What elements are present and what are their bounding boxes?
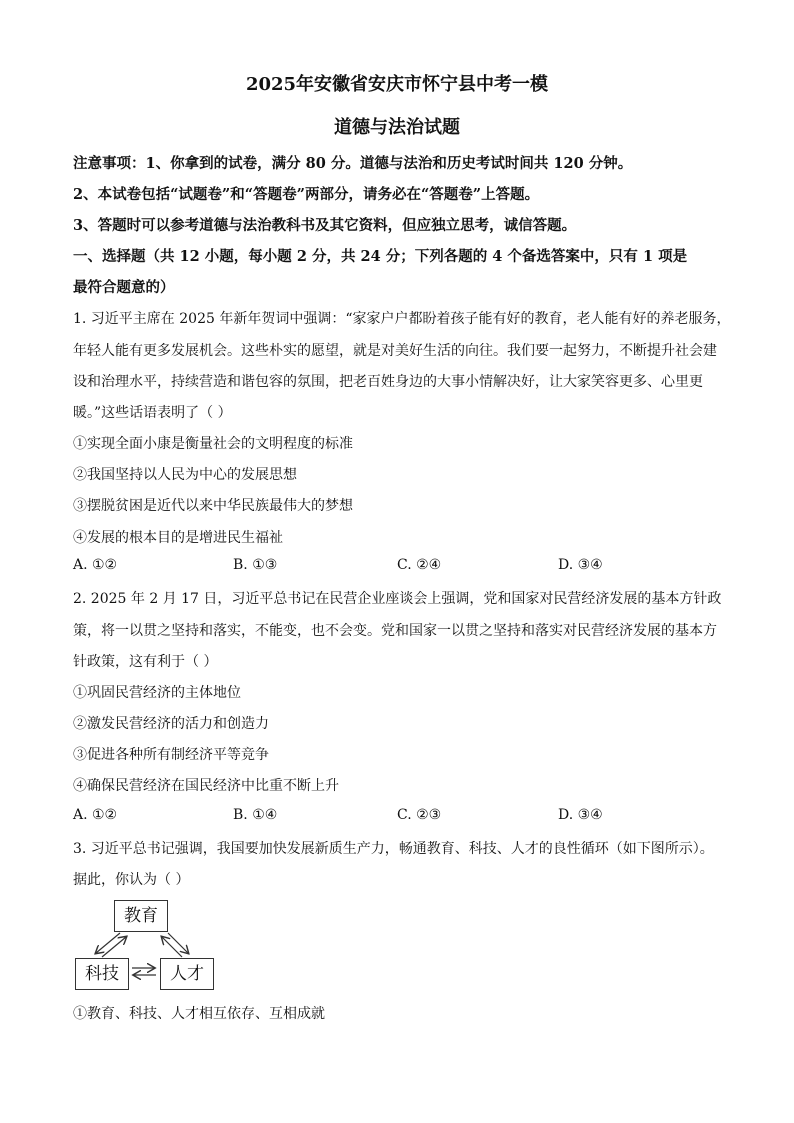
arrow-technology-to-education xyxy=(102,937,126,957)
q1-stem-line: 1. 习近平主席在 2025 年新年贺词中强调：“家家户户都盼着孩子能有好的教育，老人能有好的养老服务， xyxy=(73,311,731,327)
diagram-node-education: 教育 xyxy=(114,900,168,932)
q2-stem-line: 策，将一以贯之坚持和落实，不能变，也不会变。党和国家一以贯之坚持和落实对民营经济发展的基本方 xyxy=(73,623,717,639)
diagram-node-talent: 人才 xyxy=(160,958,214,990)
q2-item: ③促进各种所有制经济平等竞争 xyxy=(73,747,269,763)
notice-line-1: 注意事项：1、你拿到的试卷，满分 80 分。道德与法治和历史考试时间共 120 分钟。 xyxy=(73,155,633,172)
q2-option-a: A. ①② xyxy=(73,807,118,823)
q2-stem-line: 2. 2025 年 2 月 17 日，习近平总书记在民营企业座谈会上强调，党和国家对民营经济发展的基本方针政 xyxy=(73,591,722,607)
diagram-node-technology: 科技 xyxy=(75,958,129,990)
notice-line-2: 2、本试卷包括“试题卷”和“答题卷”两部分，请务必在“答题卷”上答题。 xyxy=(73,186,540,203)
q2-option-b: B. ①④ xyxy=(233,807,278,823)
q1-item: ②我国坚持以人民为中心的发展思想 xyxy=(73,467,297,483)
q1-item: ④发展的根本目的是增进民生福祉 xyxy=(73,530,283,546)
section-heading-line-2: 最符合题意的） xyxy=(73,279,175,296)
q3-item: ①教育、科技、人才相互依存、互相成就 xyxy=(73,1006,325,1022)
notice-line-3: 3、答题时可以参考道德与法治教科书及其它资料，但应独立思考，诚信答题。 xyxy=(73,217,577,234)
arrow-talent-to-education xyxy=(162,937,182,957)
q2-option-d: D. ③④ xyxy=(558,807,603,823)
q2-item: ④确保民营经济在国民经济中比重不断上升 xyxy=(73,778,339,794)
q1-item: ①实现全面小康是衡量社会的文明程度的标准 xyxy=(73,436,353,452)
q2-option-c: C. ②③ xyxy=(397,807,442,823)
q3-stem-line: 3. 习近平总书记强调，我国要加快发展新质生产力，畅通教育、科技、人才的良性循环（如下图所示）。 xyxy=(73,841,714,857)
q1-stem-line: 暖。”这些话语表明了（ ） xyxy=(73,405,232,421)
q1-option-a: A. ①② xyxy=(73,557,118,573)
q1-stem-line: 设和治理水平，持续营造和谐包容的氛围，把老百姓身边的大事小情解决好，让大家笑容更多、心里更 xyxy=(73,374,703,390)
section-heading-line-1: 一、选择题（共 12 小题，每小题 2 分，共 24 分；下列各题的 4 个备选答案中，只有 1 项是 xyxy=(73,248,688,265)
arrow-education-to-talent xyxy=(168,933,188,953)
q3-stem-line: 据此，你认为（ ） xyxy=(73,872,190,888)
q1-option-b: B. ①③ xyxy=(233,557,278,573)
arrow-education-to-technology xyxy=(96,933,120,953)
q2-item: ①巩固民营经济的主体地位 xyxy=(73,685,241,701)
page-title: 2025年安徽省安庆市怀宁县中考一模 xyxy=(245,74,549,95)
q2-stem-line: 针政策，这有利于（ ） xyxy=(73,654,218,670)
q1-option-d: D. ③④ xyxy=(558,557,603,573)
q1-item: ③摆脱贫困是近代以来中华民族最伟大的梦想 xyxy=(73,498,353,514)
page-subtitle: 道德与法治试题 xyxy=(334,117,460,138)
q1-stem-line: 年轻人能有更多发展机会。这些朴实的愿望，就是对美好生活的向往。我们要一起努力，不断提升社会建 xyxy=(73,343,717,359)
diagram-arrows xyxy=(70,895,220,990)
q2-item: ②激发民营经济的活力和创造力 xyxy=(73,716,269,732)
q1-option-c: C. ②④ xyxy=(397,557,442,573)
